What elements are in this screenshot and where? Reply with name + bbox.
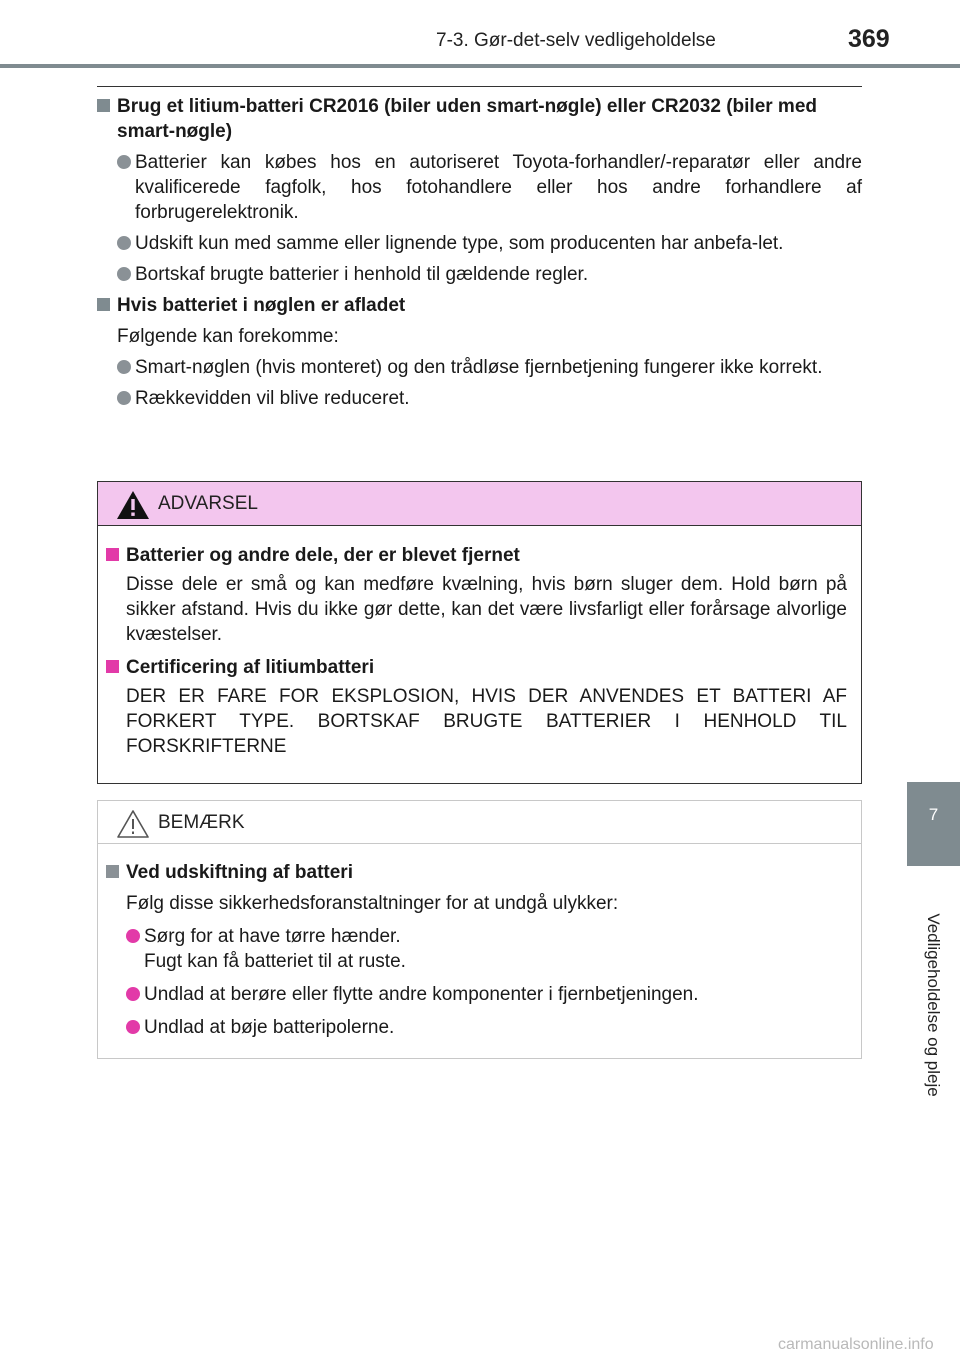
warning-box-header [98, 482, 861, 526]
list-item-text: Udskift kun med samme eller lignende type, som producenten har anbefa-let. [135, 233, 784, 254]
section-intro: Følgende kan forekomme: [117, 326, 339, 347]
list-item-text: Rækkevidden vil blive reduceret. [135, 388, 410, 409]
warning-box [97, 481, 862, 784]
section-heading-text: Brug et litium-batteri CR2016 (biler uden smart-nøgle) eller CR2032 (biler med smart-nøgle) [117, 96, 817, 142]
list-item [97, 150, 862, 225]
note-box-body [106, 860, 847, 1040]
round-bullet-icon [117, 267, 131, 281]
section-heading [97, 94, 862, 144]
note-box-title: BEMÆRK [158, 812, 245, 833]
list-item [97, 386, 862, 411]
round-bullet-icon [117, 360, 131, 374]
square-bullet-icon [97, 99, 110, 112]
warning-box-title: ADVARSEL [158, 493, 258, 514]
round-bullet-icon [126, 929, 140, 943]
warning-item-heading [106, 543, 847, 568]
warning-box-body [106, 543, 847, 759]
round-bullet-icon [117, 391, 131, 405]
warning-item-text: Disse dele er små og kan medføre kvælning, hvis børn sluger dem. Hold børn på sikker afstand. Hvis du ikke gør dette, kan det være livsfarligt eller forårsage alvorlige kvæstelser. [126, 574, 847, 645]
note-list-item [106, 982, 847, 1007]
note-list-item-text: Undlad at berøre eller flytte andre komponenter i fjernbetjeningen. [144, 984, 699, 1005]
list-item [97, 262, 862, 287]
warning-item-heading-text: Certificering af litiumbatteri [126, 657, 375, 678]
section-heading [97, 293, 862, 318]
note-list-item-text: Undlad at bøje batteripolerne. [144, 1017, 395, 1038]
chapter-label: Vedligeholdelse og pleje [924, 913, 943, 1097]
note-box [97, 800, 862, 1059]
square-bullet-icon [106, 865, 119, 878]
main-content [97, 94, 862, 411]
round-bullet-icon [117, 155, 131, 169]
chapter-tab: 7 [907, 782, 960, 866]
note-list-item-subtext: Fugt kan få batteriet til at ruste. [144, 951, 406, 972]
watermark-text: carmanualsonline.info [778, 1336, 934, 1353]
square-bullet-icon [106, 548, 119, 561]
section-heading-text: Hvis batteriet i nøglen er afladet [117, 295, 406, 316]
round-bullet-icon [126, 1020, 140, 1034]
square-bullet-icon [106, 660, 119, 673]
note-intro: Følg disse sikkerhedsforanstaltninger for at undgå ulykker: [126, 893, 619, 914]
page-number: 369 [848, 25, 890, 53]
warning-item-heading-text: Batterier og andre dele, der er blevet fjernet [126, 545, 520, 566]
page-header-title: 7-3. Gør-det-selv vedligeholdelse [436, 30, 716, 51]
note-box-header [98, 801, 861, 844]
list-item-text: Batterier kan købes hos en autoriseret Toyota-forhandler/-reparatør eller andre kvalificerede fagfolk, hos fotohandlere eller hos andre forhandlere af forbrugerelektronik. [135, 152, 862, 223]
warning-item-text: DER ER FARE FOR EKSPLOSION, HVIS DER ANVENDES ET BATTERI AF FORKERT TYPE. BORTSKAF BRUGTE BATTERIER I HENHOLD TIL FORSKRIFTERNE [126, 686, 847, 757]
note-heading-text: Ved udskiftning af batteri [126, 862, 353, 883]
note-list-item [106, 924, 847, 974]
list-item [97, 355, 862, 380]
note-list-item-text: Sørg for at have tørre hænder. [144, 926, 401, 947]
list-item-text: Smart-nøglen (hvis monteret) og den trådløse fjernbetjening fungerer ikke korrekt. [135, 357, 823, 378]
list-item-text: Bortskaf brugte batterier i henhold til gældende regler. [135, 264, 589, 285]
warning-item-heading [106, 655, 847, 680]
content-top-rule [97, 86, 862, 87]
warning-triangle-icon [116, 490, 150, 520]
square-bullet-icon [97, 298, 110, 311]
round-bullet-icon [126, 987, 140, 1001]
list-item [97, 231, 862, 256]
note-list-item [106, 1015, 847, 1040]
caution-triangle-icon [116, 809, 150, 839]
round-bullet-icon [117, 236, 131, 250]
header-rule [0, 64, 960, 68]
note-heading [106, 860, 847, 885]
